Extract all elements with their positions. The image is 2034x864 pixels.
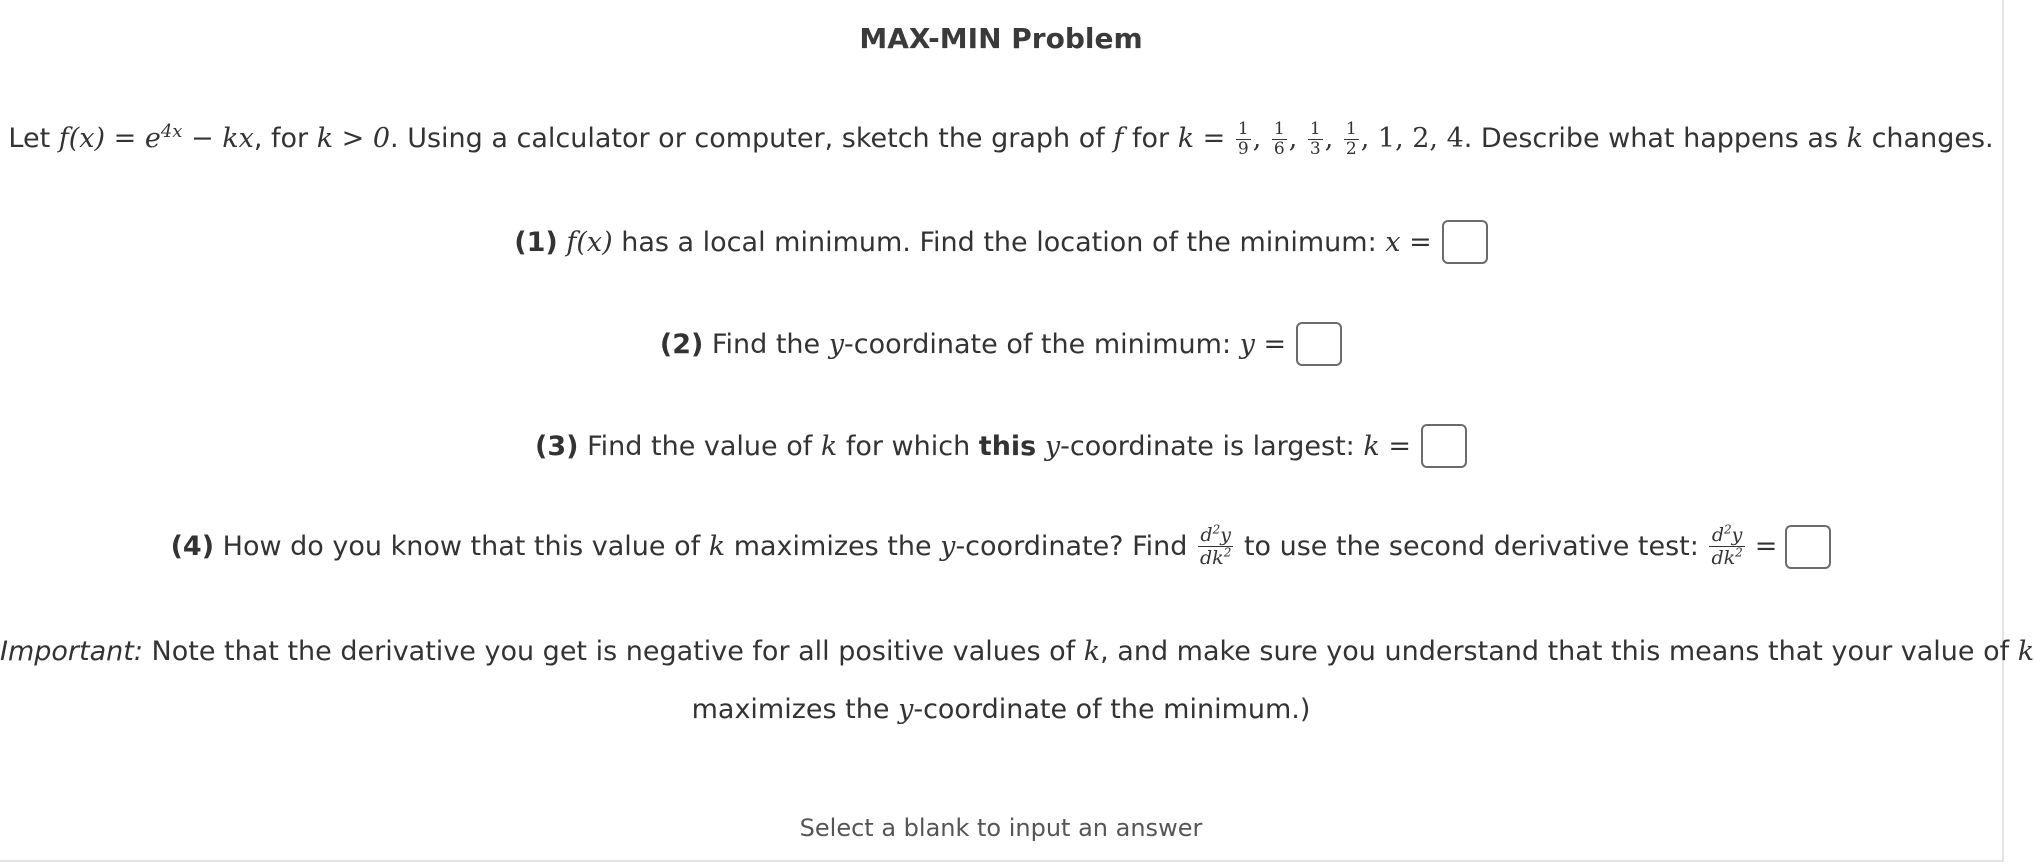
fraction-one-ninth: $\frac{1}{9}$ [1237, 119, 1249, 159]
important-note-line-2: maximizes the y-coordinate of the minimum.) [691, 694, 1311, 725]
answer-blank-k[interactable] [1421, 424, 1467, 468]
input-hint: Select a blank to input an answer [799, 814, 1203, 842]
answer-blank-y[interactable] [1296, 322, 1342, 366]
question-4: (4) How do you know that this value of k maximizes the y -coordinate? Find $\frac{d^2y}{dk^2}$ to use the second derivative test: $\frac{d^2y}{dk^2}$ = [0, 524, 2002, 569]
fraction-one-sixth: $\frac{1}{6}$ [1273, 119, 1285, 159]
problem-statement: Let $f(x) = e^{4x}$ − kx, for k > 0. Using a calculator or computer, sketch the graph of f for k = $\frac{1}{9}$ , $\frac{1}{6}$ , $\frac{1}{3}$ , $\frac{1}{2}$ , 1, 2, 4. Describe what happens as k changes. [8, 119, 1994, 159]
answer-blank-x[interactable] [1442, 220, 1488, 264]
second-derivative-fraction: $\frac{d^2y}{dk^2}$ [1200, 522, 1232, 569]
question-1: (1) f(x) has a local minimum. Find the location of the minimum: x = [0, 220, 2002, 264]
question-3: (3) Find the value of k for which this y -coordinate is largest: k = [0, 424, 2002, 468]
fraction-one-third: $\frac{1}{3}$ [1309, 119, 1321, 159]
answer-blank-second-derivative[interactable] [1785, 525, 1831, 569]
important-note-line-1: Important: Note that the derivative you get is negative for all positive values of k, and make sure you understand that this means that your value of k [0, 636, 2034, 667]
question-2: (2) Find the y -coordinate of the minimum: y = [0, 322, 2002, 366]
problem-title: MAX-MIN Problem [859, 22, 1143, 55]
fraction-one-half: $\frac{1}{2}$ [1345, 119, 1357, 159]
second-derivative-fraction-answer: $\frac{d^2y}{dk^2}$ [1711, 522, 1743, 569]
